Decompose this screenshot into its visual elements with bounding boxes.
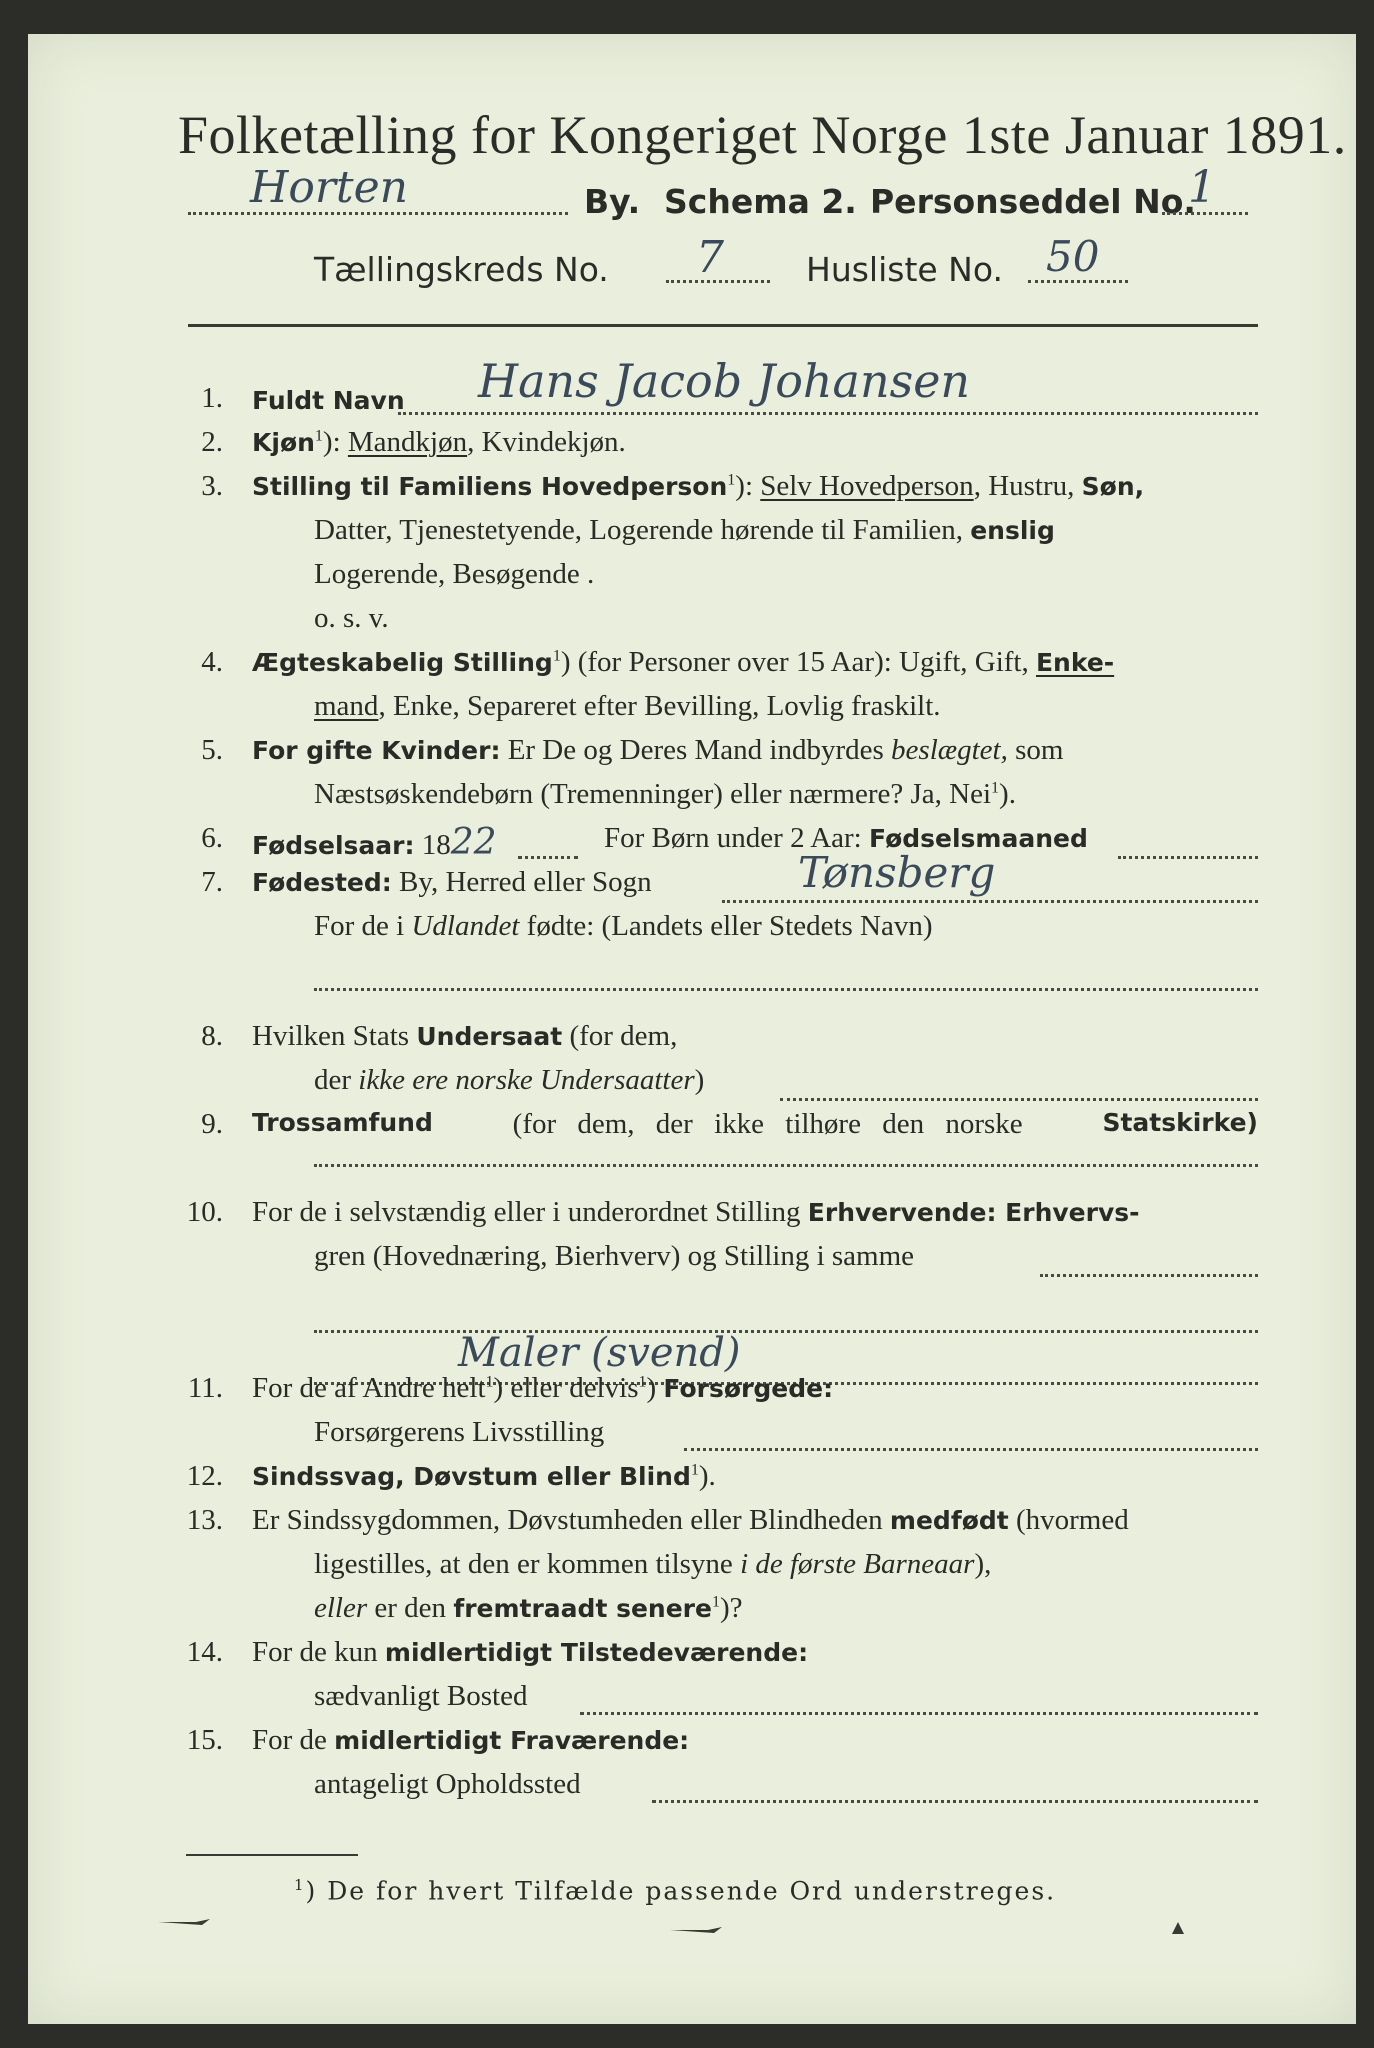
q8-label: Undersaat <box>416 1022 563 1051</box>
footnote-text: ) De for hvert Tilfælde passende Ord understreges. <box>305 1876 1057 1906</box>
q10-dotted-line-1 <box>1040 1274 1258 1277</box>
q8-line-1 <box>252 1020 677 1053</box>
husliste-number: 50 <box>1046 232 1100 281</box>
q14-line-2: sædvanligt Bosted <box>314 1680 528 1712</box>
q14-number: 14. <box>186 1636 223 1668</box>
q4-enke: Enke- <box>1035 648 1115 677</box>
q14-line-1 <box>252 1636 808 1669</box>
q1-dotted-line <box>398 412 1258 415</box>
q7-line-1 <box>252 866 652 899</box>
footnote <box>294 1876 1056 1905</box>
schema-label: Schema 2. <box>664 182 857 221</box>
q3-footnote-mark: 1 <box>727 471 736 489</box>
q10-line-1a: For de i selvstændig eller i underordnet Stilling <box>252 1196 808 1228</box>
q3-line-2 <box>314 514 1055 547</box>
q9-label: Trossamfund <box>252 1108 433 1137</box>
q10-number: 10. <box>186 1196 223 1228</box>
q9-line <box>252 1108 1258 1141</box>
printer-mark-center <box>668 1922 728 1938</box>
q11-line-1c: ) <box>646 1372 664 1404</box>
q3-line-3: Logerende, Besøgende . <box>314 558 595 590</box>
q2-number: 2. <box>201 426 223 458</box>
q2-footnote-mark: 1 <box>314 427 323 445</box>
q7-line-2b: fødte: (Landets eller Stedets Navn) <box>519 910 933 942</box>
q8-line-2a: der <box>314 1064 359 1096</box>
q12-line <box>252 1460 716 1493</box>
q13-line-3b: )? <box>719 1592 743 1624</box>
q15-number: 15. <box>186 1724 223 1756</box>
q5-end: ). <box>999 778 1016 810</box>
q5-label: For gifte Kvinder: <box>252 736 501 765</box>
q13-medfodt: medfødt <box>889 1506 1009 1535</box>
q3-label: Stilling til Familiens Hovedperson <box>252 472 728 501</box>
q3-sep: ): <box>735 470 761 502</box>
husliste-label: Husliste No. <box>806 250 1003 289</box>
q1-answer-name: Hans Jacob Johansen <box>478 354 971 408</box>
census-form-sheet <box>28 34 1356 2024</box>
q2-sep: ): <box>322 426 348 458</box>
q15-dotted-line <box>652 1800 1258 1803</box>
q13-line-2 <box>314 1548 991 1581</box>
q15-label: midlertidigt Fraværende: <box>334 1726 690 1755</box>
q13-footnote-mark: 1 <box>711 1593 720 1611</box>
q6-maaned-label: Fødselsmaaned <box>869 824 1088 853</box>
q12-footnote-mark: 1 <box>690 1461 699 1479</box>
q3-enslig: enslig <box>970 516 1055 545</box>
q7-line-2a: For de i <box>314 910 412 942</box>
q7-dotted-line <box>722 900 1258 903</box>
q7-line-2 <box>314 910 933 943</box>
q5-number: 5. <box>201 734 223 766</box>
q2-label: Kjøn <box>252 428 315 457</box>
q12-end: ). <box>698 1460 716 1492</box>
q1-number: 1. <box>201 382 223 414</box>
q6-prefix: 18 <box>414 829 451 861</box>
q11-dotted-line <box>684 1448 1258 1451</box>
q5-line-2 <box>314 778 1016 811</box>
q6-maaned-dotted-line <box>1118 856 1258 859</box>
q13-line-3 <box>314 1592 743 1625</box>
q4-footnote-mark: 1 <box>552 647 561 665</box>
q15-line-2: antageligt Opholdssted <box>314 1768 581 1800</box>
q7-answer-place: Tønsberg <box>798 848 996 897</box>
q2-line <box>252 426 626 459</box>
q4-line-2-text: , Enke, Separeret efter Bevilling, Lovlig fraskilt. <box>378 690 941 722</box>
q12-number: 12. <box>186 1460 223 1492</box>
q7-line-1-text: By, Herred eller Sogn <box>391 866 652 898</box>
q13-line-2b: ), <box>974 1548 992 1580</box>
q3-option-selv-hovedperson: Selv Hovedperson <box>760 470 974 502</box>
q8-number: 8. <box>201 1020 223 1052</box>
q4-line-1-text: ) (for Personer over 15 Aar): Ugift, Gift, <box>560 646 1029 678</box>
q13-line-2-italic: i de første Barneaar <box>740 1548 975 1580</box>
q5-line-1 <box>252 734 1063 767</box>
q6-line <box>252 822 497 863</box>
q13-line-2a: ligestilles, at den er kommen tilsyne <box>314 1548 741 1580</box>
q13-eller: eller <box>314 1592 368 1624</box>
q7-label: Fødested: <box>252 868 392 897</box>
q14-label: midlertidigt Tilstedeværende: <box>384 1638 809 1667</box>
footnote-rule <box>186 1854 358 1856</box>
q4-mand: mand <box>314 690 379 722</box>
q6-answer-year: 22 <box>450 822 497 863</box>
q1-label: Fuldt Navn <box>252 386 405 415</box>
q6-mid: For Børn under 2 Aar: <box>604 822 869 854</box>
kreds-number: 7 <box>696 232 724 283</box>
q10-dotted-line-2 <box>314 1330 1258 1333</box>
q11-line-1a: For de af Andre helt <box>252 1372 486 1404</box>
q9-line-text: (for dem, der ikke tilhøre den norske <box>512 1108 1023 1140</box>
form-title: Folketælling for Kongeriget Norge 1ste Januar 1891. <box>178 105 1347 165</box>
q7-extra-dotted-line <box>314 988 1258 991</box>
q10-label: Erhvervende: <box>807 1198 997 1227</box>
q9-number: 9. <box>201 1108 223 1140</box>
q8-line-2b: ) <box>694 1064 705 1096</box>
q12-label: Sindssvag, Døvstum eller Blind <box>252 1462 691 1491</box>
q3-number: 3. <box>201 470 223 502</box>
q5-line-2-text: Næstsøskendebørn (Tremenninger) eller nærmere? Ja, Nei <box>314 778 992 810</box>
q15-line-1a: For de <box>252 1724 335 1756</box>
q10-erhvervs: Erhvervs- <box>996 1198 1140 1227</box>
q13-line-1 <box>252 1504 1129 1537</box>
by-label: By. <box>584 182 641 221</box>
q4-label: Ægteskabelig Stilling <box>252 648 553 677</box>
q4-line-2 <box>314 690 941 723</box>
q3-rest: , Hustru, <box>973 470 1082 502</box>
q11-line-1b: ) eller delvis <box>493 1372 639 1404</box>
q11-footnote-mark-1: 1 <box>485 1373 494 1391</box>
q6-year-dotted-line <box>518 856 578 859</box>
printer-mark-right <box>1168 1918 1188 1938</box>
q6-label: Fødselsaar: <box>252 831 415 860</box>
header-rule <box>188 324 1258 327</box>
q8-line-2-italic: ikke ere norske Undersaatter <box>358 1064 695 1096</box>
q3-line-1 <box>252 470 1144 503</box>
personseddel-number: 1 <box>1188 162 1216 213</box>
q2-option-mandkjon: Mandkjøn <box>347 426 468 458</box>
q3-line-4: o. s. v. <box>314 602 389 634</box>
q13-number: 13. <box>186 1504 223 1536</box>
q13-line-1a: Er Sindssygdommen, Døvstumheden eller Blindheden <box>252 1504 890 1536</box>
footnote-mark: 1 <box>294 1876 306 1894</box>
kreds-label: Tællingskreds No. <box>314 250 609 289</box>
q8-line-1a: Hvilken Stats <box>252 1020 417 1052</box>
q13-line-3a: er den <box>367 1592 454 1624</box>
q5-footnote-mark: 1 <box>991 779 1000 797</box>
q8-line-2 <box>314 1064 704 1097</box>
q6-number: 6. <box>201 822 223 854</box>
q3-line-2-text: Datter, Tjenestetyende, Logerende hørende til Familien, <box>314 514 963 546</box>
q4-line-1 <box>252 646 1114 679</box>
q5-line-1-text: Er De og Deres Mand indbyrdes <box>500 734 892 766</box>
q10-answer-occupation: Maler (svend) <box>458 1330 741 1376</box>
q2-rest: , Kvindekjøn. <box>467 426 626 458</box>
town-handwritten: Horten <box>250 162 408 213</box>
q10-line-1 <box>252 1196 1140 1229</box>
personseddel-label: Personseddel No. <box>870 182 1196 221</box>
q5-beslaegtet: beslægtet, <box>891 734 1008 766</box>
q7-udlandet: Udlandet <box>411 910 520 942</box>
printer-mark-left <box>156 1914 216 1930</box>
q7-number: 7. <box>201 866 223 898</box>
q13-line-1b: (hvormed <box>1008 1504 1129 1536</box>
q8-dotted-line <box>780 1098 1258 1101</box>
q11-line-2: Forsørgerens Livsstilling <box>314 1416 605 1448</box>
q4-number: 4. <box>201 646 223 678</box>
q13-fremtraadt: fremtraadt senere <box>453 1594 712 1623</box>
q11-label: Forsørgede: <box>663 1374 834 1403</box>
q11-number: 11. <box>187 1372 223 1404</box>
q8-line-1b: (for dem, <box>562 1020 678 1052</box>
q11-footnote-mark-2: 1 <box>638 1373 647 1391</box>
q14-dotted-line <box>580 1712 1258 1715</box>
q15-line-1 <box>252 1724 689 1757</box>
q11-line-1 <box>252 1372 833 1405</box>
q14-line-1a: For de kun <box>252 1636 385 1668</box>
q5-som: som <box>1007 734 1064 766</box>
q9-statskirke: Statskirke) <box>1102 1108 1258 1137</box>
q9-dotted-line <box>314 1164 1258 1167</box>
q10-line-2: gren (Hovednæring, Bierhverv) og Stilling i samme <box>314 1240 915 1272</box>
q3-son: Søn, <box>1081 472 1145 501</box>
